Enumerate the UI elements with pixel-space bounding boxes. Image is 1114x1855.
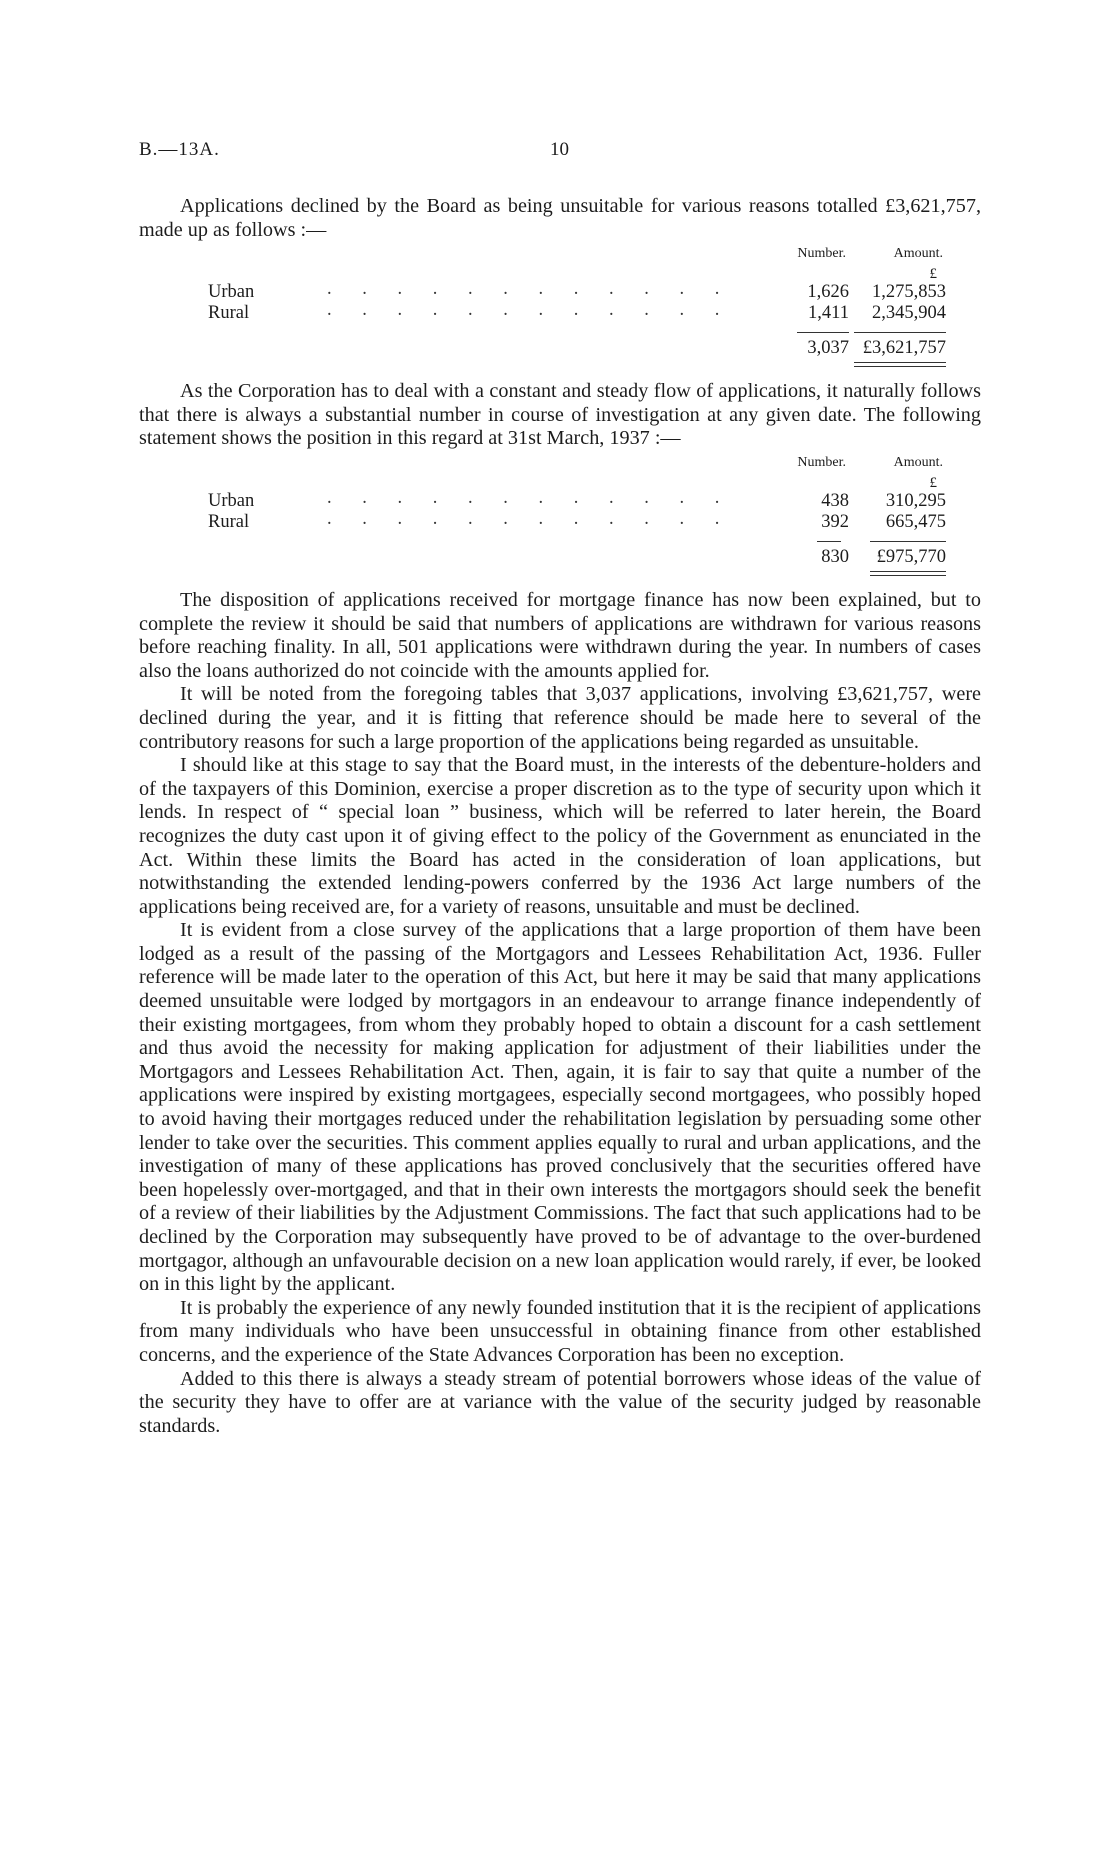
row-label: Rural	[208, 303, 250, 324]
leader-dots: . . . . . . . . . . . .	[327, 279, 733, 300]
table-row	[208, 300, 981, 325]
row-label: Rural	[208, 511, 250, 532]
number-column-header: Number.	[797, 454, 846, 470]
leader-dots: . . . . . . . . . . . .	[327, 487, 733, 508]
row-amount: 310,295	[885, 490, 946, 511]
amount-column-header: Amount.	[893, 454, 943, 470]
pending-applications-table	[139, 455, 981, 575]
total-number: 830	[821, 546, 849, 567]
row-number: 438	[821, 490, 849, 511]
table-row	[208, 508, 981, 534]
declined-intro-paragraph: Applications declined by the Board as being unsuitable for various reasons totalled £3,621,757, made up as follows :—	[139, 195, 981, 241]
body-paragraph: It is evident from a close survey of the applications that a large proportion of them have been lodged as a result of the passing of the Mortgagors and Lessees Rehabilitation Act, 1936. Fuller reference will be made later to the operation of this Act, but here it may be said that many applications deemed unsuitable were lodged by mortgagors in an endeavour to arrange finance independently of their existing mortgagees, from whom they probably hoped to obtain a discount for a cash settlement and thus avoid the necessity for making application for adjustment of their liabilities under the Mortgagors and Lessees Rehabilitation Act. Then, again, it is fair to say that quite a number of the applications were inspired by existing mortgagees, especially second mortgagees, who possibly hoped to avoid having their mortgages reduced under the rehabilitation legislation by persuading some other lender to take over the securities. This comment applies equally to rural and urban applications, and the investigation of many of these applications has proved conclusively that the securities offered have been hopelessly over-mortgaged, and that in their own interests the mortgagors should seek the benefit of a review of their liabilities by the Adjustment Commissions. The fact that such applications had to be declined by the Corporation may subsequently have proved to be of advantage to the over-burdened mortgagor, although an unfavourable decision on a new loan application would rarely, if ever, be looked on in this light by the applicant.	[139, 919, 981, 1296]
row-number: 1,411	[808, 303, 849, 324]
pending-intro-paragraph: As the Corporation has to deal with a constant and steady flow of applications, it naturally follows that there is always a substantial number in course of investigation at any given date. The following statement shows the position in this regard at 31st March, 1937 :—	[139, 380, 981, 450]
row-amount: 1,275,853	[872, 282, 946, 303]
row-number: 1,626	[807, 282, 849, 303]
subtotal-rule	[870, 541, 946, 542]
total-double-rule	[854, 362, 946, 367]
currency-symbol: £	[929, 266, 937, 283]
document-reference: B.—13A.	[139, 139, 220, 160]
body-paragraph: It will be noted from the foregoing tables that 3,037 applications, involving £3,621,757, were declined during the year, and it is fitting that reference should be made here to several of the contributory reasons for such a large proportion of the applications being regarded as unsuitable.	[139, 683, 981, 753]
row-number: 392	[821, 511, 849, 532]
leader-dots: . . . . . . . . . . . .	[327, 300, 733, 321]
row-label: Urban	[208, 490, 255, 511]
leader-dots: . . . . . . . . . . . .	[327, 508, 733, 529]
total-amount: £975,770	[876, 546, 946, 567]
subtotal-rule	[854, 332, 946, 333]
subtotal-rule	[797, 332, 849, 333]
currency-symbol: £	[929, 474, 937, 491]
body-paragraph: Added to this there is always a steady stream of potential borrowers whose ideas of the value of the security they have to offer are at variance with the value of the security judged by reasonable standards.	[139, 1367, 981, 1437]
body-paragraph: It is probably the experience of any newly founded institution that it is the recipient of applications from many individuals who have been unsuccessful in obtaining finance from other established concerns, and the experience of the State Advances Corporation has been no exception.	[139, 1296, 981, 1366]
row-label: Urban	[208, 282, 255, 303]
row-amount: 665,475	[885, 511, 946, 532]
body-paragraph: The disposition of applications received for mortgage finance has now been explained, but to complete the review it should be said that numbers of applications are withdrawn for various reasons before reaching finality. In all, 501 applications were withdrawn during the year. In numbers of cases also the loans authorized do not coincide with the amounts applied for.	[139, 588, 981, 682]
total-amount: £3,621,757	[862, 338, 946, 359]
total-number: 3,037	[807, 338, 849, 359]
amount-column-header: Amount.	[893, 246, 943, 262]
subtotal-rule	[817, 541, 841, 542]
body-paragraph: I should like at this stage to say that the Board must, in the interests of the debenture-holders and of the taxpayers of this Dominion, exercise a proper discretion as to the type of security upon which it lends. In respect of “ special loan ” business, which will be referred to later herein, the Board recognizes the duty cast upon it of giving effect to the policy of the Government as enunciated in the Act. Within these limits the Board has acted in the consideration of loan applications, but notwithstanding the extended lending-powers conferred by the 1936 Act large numbers of the applications being received are, for a variety of reasons, unsuitable and must be declined.	[139, 754, 981, 918]
page-number: 10	[550, 139, 569, 160]
total-double-rule	[870, 571, 946, 576]
document-body	[139, 195, 981, 1438]
declined-applications-table	[139, 246, 981, 366]
row-amount: 2,345,904	[872, 303, 946, 324]
number-column-header: Number.	[797, 246, 846, 262]
